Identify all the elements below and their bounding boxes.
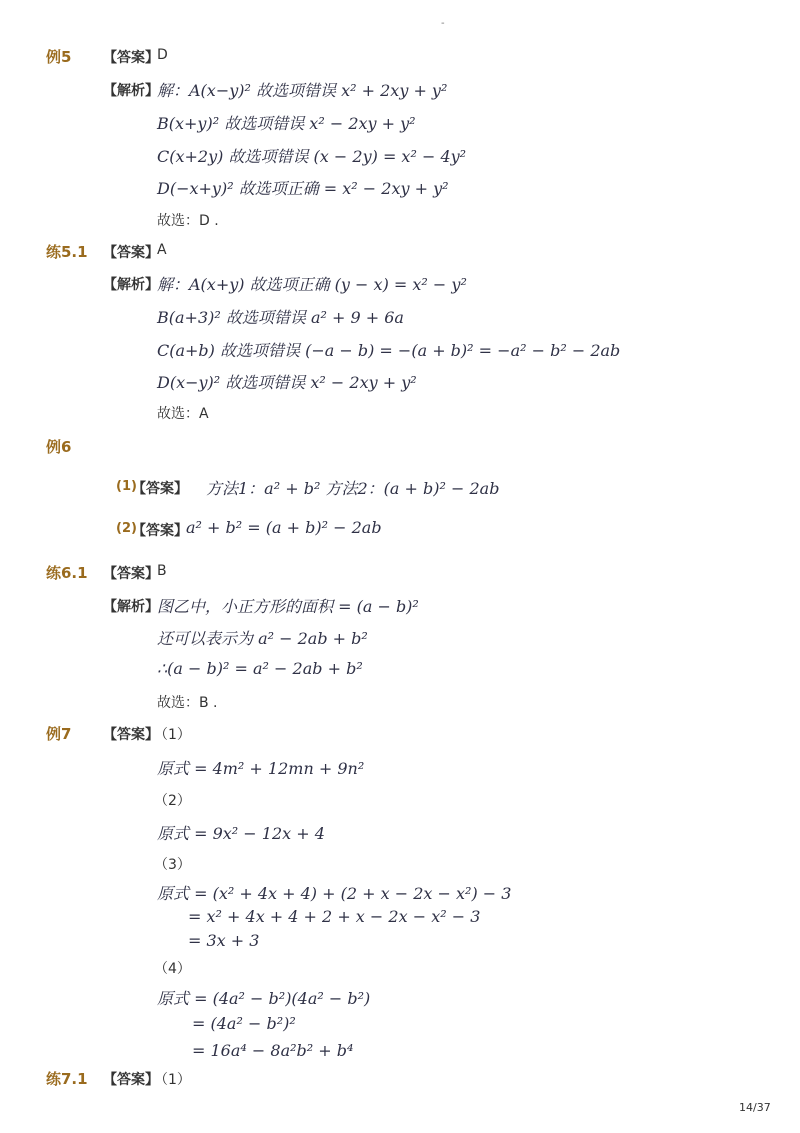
practice-5-1-answer: A bbox=[157, 242, 167, 258]
example-7-result-4-line-3: = 16a⁴ − 8a²b² + b⁴ bbox=[192, 1041, 354, 1060]
practice-5-1-analysis-tag: 【解析】 bbox=[103, 277, 159, 293]
example-7-answer-tag: 【答案】 bbox=[103, 727, 159, 743]
page-number: 14/37 bbox=[739, 1101, 771, 1114]
example-5-line-d: D(−x+y)² 故选项正确 = x² − 2xy + y² bbox=[157, 179, 449, 198]
practice-6-1-answer-tag: 【答案】 bbox=[103, 566, 159, 582]
example-5-answer-tag: 【答案】 bbox=[103, 50, 159, 66]
example-5-conclusion: 故选：D . bbox=[157, 213, 219, 229]
example-6-part-1-tag: 【答案】 bbox=[132, 481, 188, 497]
practice-5-1-conclusion: 故选：A bbox=[157, 406, 209, 422]
practice-6-1-answer: B bbox=[157, 563, 167, 579]
example-6-part-2-text: a² + b² = (a + b)² − 2ab bbox=[186, 518, 382, 537]
example-7-part-3-number: （3） bbox=[154, 857, 191, 873]
example-7-result-3-line-1: 原式 = (x² + 4x + 4) + (2 + x − 2x − x²) − 3 bbox=[157, 884, 512, 903]
example-6-label: 例6 bbox=[46, 438, 72, 456]
practice-6-1-line-1: 图乙中，小正方形的面积 = (a − b)² bbox=[157, 597, 419, 616]
practice-6-1-conclusion: 故选：B . bbox=[157, 695, 218, 711]
practice-6-1-line-3: ∴(a − b)² = a² − 2ab + b² bbox=[157, 659, 363, 678]
example-6-part-1-text: 方法1：a² + b² 方法2：(a + b)² − 2ab bbox=[206, 479, 500, 498]
example-6-part-1-number: (1) bbox=[116, 479, 137, 494]
practice-6-1-line-2: 还可以表示为 a² − 2ab + b² bbox=[157, 629, 368, 648]
example-5-analysis-tag: 【解析】 bbox=[103, 83, 159, 99]
practice-6-1-label: 练6.1 bbox=[46, 564, 88, 582]
practice-5-1-line-c: C(a+b) 故选项错误 (−a − b) = −(a + b)² = −a² − b² − 2ab bbox=[157, 341, 621, 360]
example-7-result-3-line-2: = x² + 4x + 4 + 2 + x − 2x − x² − 3 bbox=[188, 907, 481, 926]
practice-7-1-answer-tag: 【答案】 bbox=[103, 1072, 159, 1088]
practice-5-1-line-b: B(a+3)² 故选项错误 a² + 9 + 6a bbox=[157, 308, 404, 327]
example-6-part-2-number: (2) bbox=[116, 521, 137, 536]
example-5-line-c: C(x+2y) 故选项错误 (x − 2y) = x² − 4y² bbox=[157, 147, 467, 166]
practice-5-1-answer-tag: 【答案】 bbox=[103, 245, 159, 261]
example-5-label: 例5 bbox=[46, 48, 72, 66]
example-5-line-a: 解：A(x−y)² 故选项错误 x² + 2xy + y² bbox=[157, 81, 448, 100]
practice-5-1-label: 练5.1 bbox=[46, 243, 88, 261]
example-7-result-4-line-2: = (4a² − b²)² bbox=[192, 1014, 296, 1033]
example-7-result-3-line-3: = 3x + 3 bbox=[188, 931, 260, 950]
example-7-result-4-line-1: 原式 = (4a² − b²)(4a² − b²) bbox=[157, 989, 371, 1008]
example-7-result-1: 原式 = 4m² + 12mn + 9n² bbox=[157, 759, 365, 778]
practice-6-1-analysis-tag: 【解析】 bbox=[103, 599, 159, 615]
example-7-result-2: 原式 = 9x² − 12x + 4 bbox=[157, 824, 325, 843]
header-mark: - bbox=[441, 18, 445, 29]
practice-5-1-line-a: 解：A(x+y) 故选项正确 (y − x) = x² − y² bbox=[157, 275, 467, 294]
example-7-label: 例7 bbox=[46, 725, 72, 743]
example-5-answer: D bbox=[157, 47, 168, 63]
example-6-part-2-tag: 【答案】 bbox=[132, 523, 188, 539]
practice-7-1-part-1-number: （1） bbox=[154, 1072, 191, 1088]
example-7-part-1-number: （1） bbox=[154, 727, 191, 743]
example-5-line-b: B(x+y)² 故选项错误 x² − 2xy + y² bbox=[157, 114, 416, 133]
practice-5-1-line-d: D(x−y)² 故选项错误 x² − 2xy + y² bbox=[157, 373, 417, 392]
practice-7-1-label: 练7.1 bbox=[46, 1070, 88, 1088]
example-7-part-2-number: （2） bbox=[154, 793, 191, 809]
example-7-part-4-number: （4） bbox=[154, 961, 191, 977]
